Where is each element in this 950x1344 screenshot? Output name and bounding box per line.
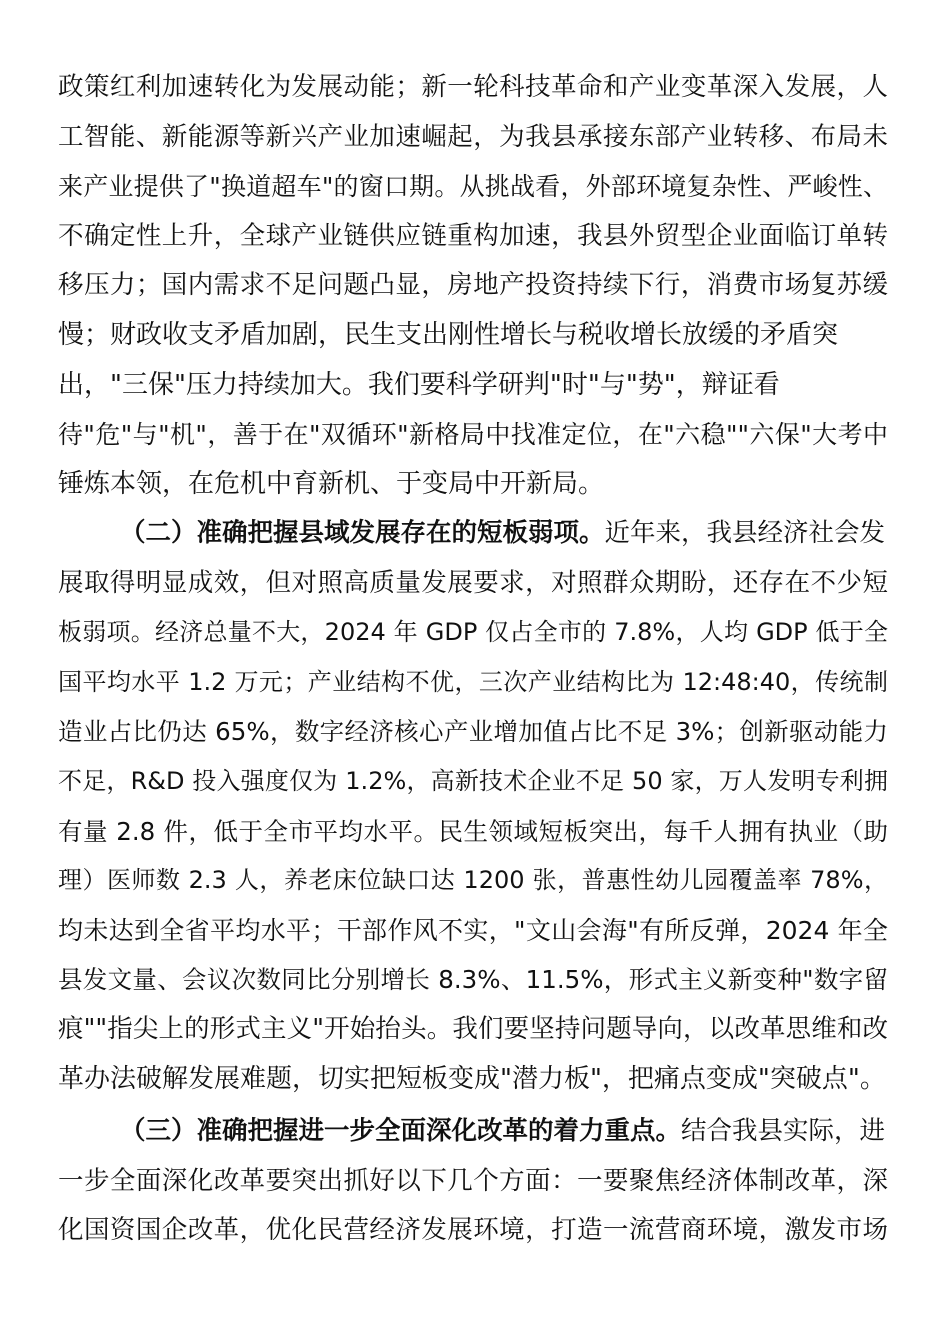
text-line: 造业占比仍达 65%，数字经济核心产业增加值占比不足 3%；创新驱动能力 bbox=[58, 717, 888, 747]
text-line: 化国资国企改革，优化民营经济发展环境，打造一流营商环境，激发市场 bbox=[58, 1215, 888, 1246]
text-line: 不足，R&D 投入强度仅为 1.2%，高新技术企业不足 50 家，万人发明专利拥 bbox=[58, 766, 888, 795]
text-line: 有量 2.8 件，低于全市平均水平。民生领域短板突出，每千人拥有执业（助 bbox=[58, 816, 888, 846]
text-line: 国平均水平 1.2 万元；产业结构不优，三次产业结构比为 12:48:40，传统制 bbox=[58, 667, 888, 696]
text-line: 来产业提供了"换道超车"的窗口期。从挑战看，外部环境复杂性、严峻性、 bbox=[58, 172, 888, 202]
text-line: 一步全面深化改革要突出抓好以下几个方面：一要聚焦经济体制改革，深 bbox=[58, 1165, 888, 1196]
text-line: 出，"三保"压力持续加大。我们要科学研判"时"与"势"，辩证看 bbox=[58, 369, 780, 400]
text-line: 移压力；国内需求不足问题凸显，房地产投资持续下行，消费市场复苏缓 bbox=[58, 270, 888, 301]
paragraph-2 bbox=[58, 509, 888, 1104]
text-line: 痕""指尖上的形式主义"开始抬头。我们要坚持问题导向，以改革思维和改 bbox=[58, 1013, 888, 1044]
text-line: 政策红利加速转化为发展动能；新一轮科技革命和产业变革深入发展，人 bbox=[58, 72, 888, 102]
text-line: 工智能、新能源等新兴产业加速崛起，为我县承接东部产业转移、布局未 bbox=[58, 121, 888, 152]
section-heading-3: （三）准确把握进一步全面深化改革的着力重点。 bbox=[120, 1116, 682, 1146]
section-heading-2: （二）准确把握县域发展存在的短板弱项。 bbox=[120, 518, 605, 548]
text-line: 革办法破解发展难题，切实把短板变成"潜力板"，把痛点变成"突破点"。 bbox=[58, 1063, 886, 1094]
text-line: 展取得明显成效，但对照高质量发展要求，对照群众期盼，还存在不少短 bbox=[58, 567, 888, 598]
text-segment: 结合我县实际，进 bbox=[681, 1116, 886, 1146]
paragraph-2-first-line bbox=[58, 509, 888, 559]
text-line: 不确定性上升，全球产业链供应链重构加速，我县外贸型企业面临订单转 bbox=[58, 220, 888, 251]
text-line: 慢；财政收支矛盾加剧，民生支出刚性增长与税收增长放缓的矛盾突 bbox=[58, 319, 839, 350]
text-line: 待"危"与"机"，善于在"双循环"新格局中找准定位，在"六稳""六保"大考中 bbox=[58, 420, 888, 450]
paragraph-3 bbox=[58, 1107, 888, 1256]
text-line: 县发文量、会议次数同比分别增长 8.3%、11.5%，形式主义新变种"数字留 bbox=[58, 965, 888, 995]
paragraph-3-first-line bbox=[58, 1107, 888, 1157]
text-line: 均未达到全省平均水平；干部作风不实，"文山会海"有所反弹，2024 年全 bbox=[58, 915, 888, 945]
text-segment: 近年来，我县经济社会发 bbox=[604, 518, 886, 548]
paragraph-1 bbox=[58, 63, 888, 509]
text-line: 板弱项。经济总量不大，2024 年 GDP 仅占全市的 7.8%，人均 GDP 低于全 bbox=[58, 618, 888, 647]
text-line: 锤炼本领，在危机中育新机、于变局中开新局。 bbox=[58, 468, 605, 499]
text-line: 理）医师数 2.3 人，养老床位缺口达 1200 张，普惠性幼儿园覆盖率 78%， bbox=[58, 866, 888, 895]
